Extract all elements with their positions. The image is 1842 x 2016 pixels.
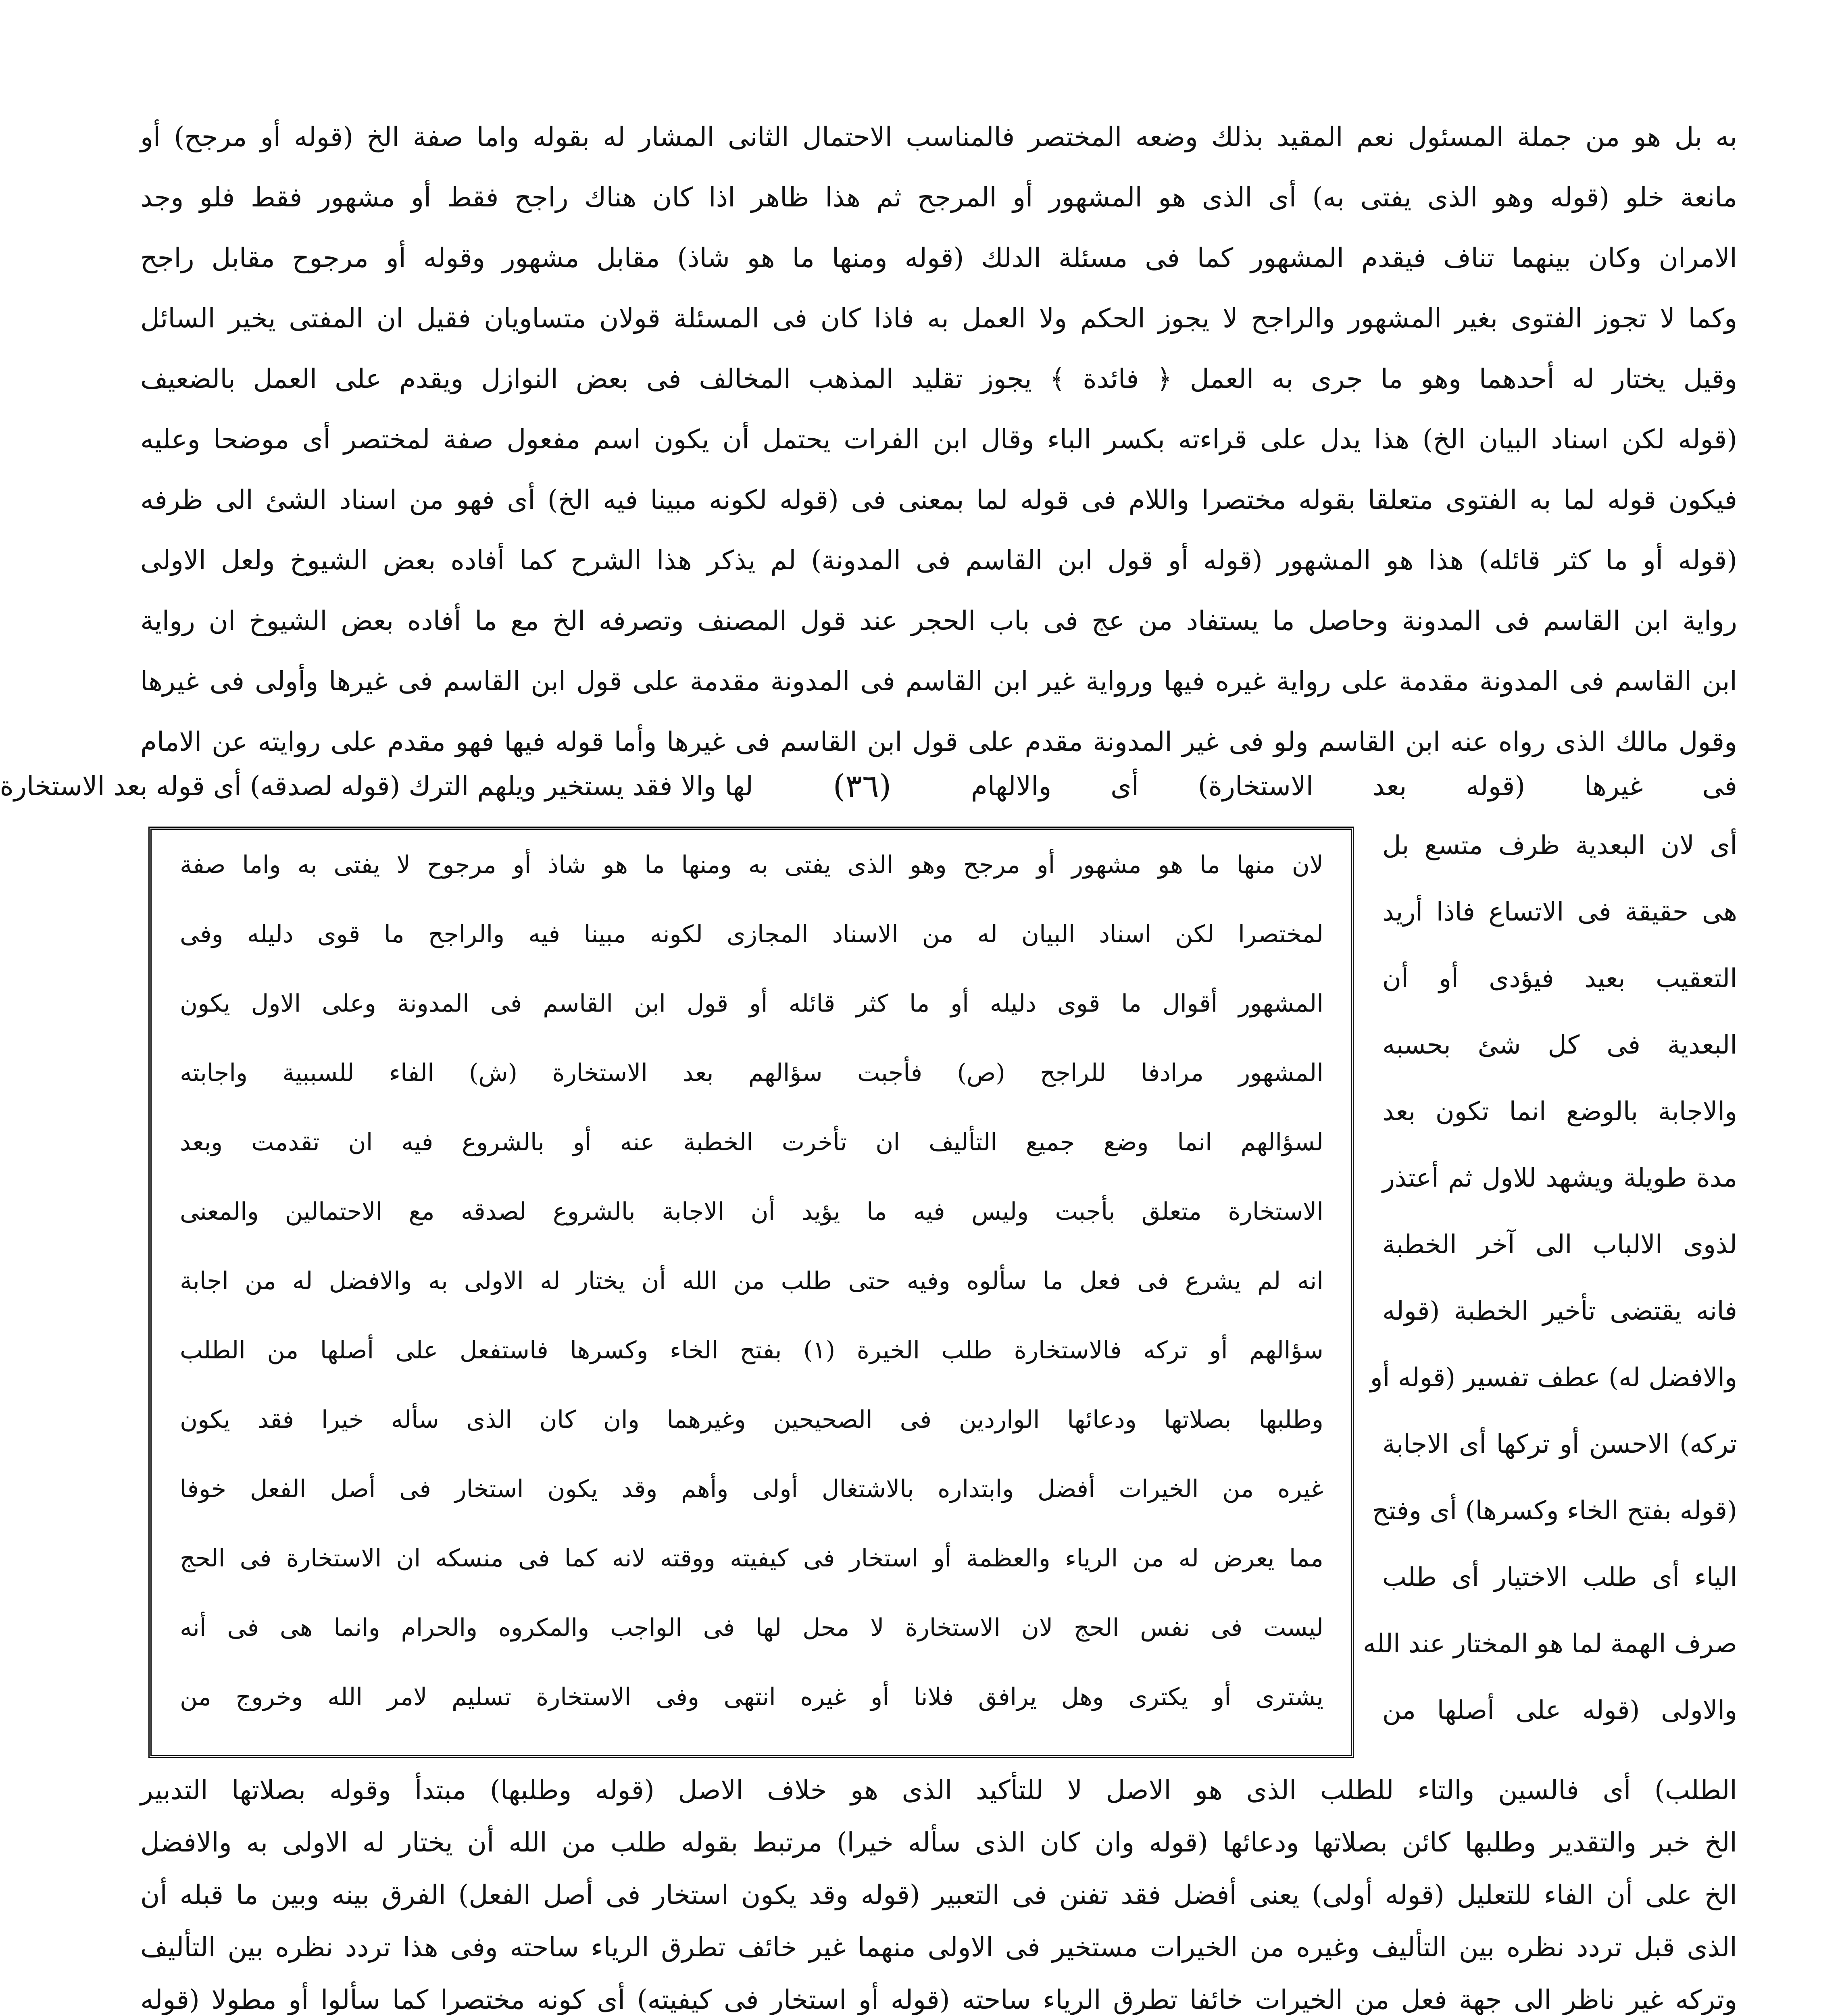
main-text-line: ليست فى نفس الحج لان الاستخارة لا محل لها فى الواجب والمكروه والحرام وانما هى فى أنه	[180, 1614, 1323, 1642]
main-text-line: غيره من الخيرات أفضل وابتداره بالاشتغال أولى وأهم وقد يكون استخار فى أصل الفعل خوفا	[180, 1475, 1323, 1503]
main-text-line: لسؤالهم انما وضع جميع التأليف ان تأخرت الخطبة عنه أو بالشروع فيه ان تقدمت وبعد	[180, 1128, 1323, 1156]
side-commentary-line: هى حقيقة فى الاتساع فاذا أريد	[1382, 897, 1737, 927]
side-commentary-line: والاجابة بالوضع انما تكون بعد	[1382, 1097, 1737, 1127]
commentary-line: (قوله أو ما كثر قائله) هذا هو المشهور (قوله أو قول ابن القاسم فى المدونة) لم يذكر هذا الشرح كما أفاده بعض الشيوخ ولعل الاولى	[140, 545, 1737, 576]
side-commentary-line: تركه) الاحسن أو تركها أى الاجابة	[1382, 1429, 1737, 1459]
commentary-line: وقول مالك الذى رواه عنه ابن القاسم ولو فى غير المدونة مقدم على قول ابن القاسم فى غيرها وأما قوله فيها فهو مقدم على روايته عن الامام	[140, 726, 1737, 757]
commentary-line: رواية ابن القاسم فى المدونة وحاصل ما يستفاد من عج فى باب الحجر عند قول المصنف وتصرفه الخ مع ما أفاده بعض الشيوخ ان رواية	[140, 605, 1737, 636]
main-text-line: انه لم يشرع فى فعل ما سألوه وفيه حتى طلب من الله أن يختار له الاولى به والافضل له من اجابة	[180, 1267, 1323, 1295]
side-commentary-line: البعدية فى كل شئ بحسبه	[1382, 1030, 1737, 1060]
commentary-line: وكما لا تجوز الفتوى بغير المشهور والراجح لا يجوز الحكم ولا العمل به فاذا كان فى المسئلة قولان متساويان فقيل ان المفتى يخير السائل	[140, 303, 1737, 334]
commentary-line: الطلب) أى فالسين والتاء للطلب الذى هو الاصل لا للتأكيد الذى هو خلاف الاصل (قوله وطلبها) مبتدأ وقوله بصلاتها التدبير	[140, 1774, 1737, 1806]
commentary-line: الخ على أن الفاء للتعليل (قوله أولى) يعنى أفضل فقد تفنن فى التعبير (قوله وقد يكون استخار فى أصل الفعل) الفرق بينه وبين ما قبله أن	[140, 1879, 1737, 1910]
commentary-line: ابن القاسم فى المدونة مقدمة على رواية غيره فيها ورواية غير ابن القاسم فى المدونة مقدمة على قول ابن القاسم فى غيرها وأولى فى غيرها	[140, 666, 1737, 697]
main-text-line: المشهور أقوال ما قوى دليله أو ما كثر قائله أو قول ابن القاسم فى المدونة وعلى الاول يكون	[180, 989, 1323, 1018]
side-commentary-line: لذوى الالباب الى آخر الخطبة	[1382, 1230, 1737, 1260]
commentary-line: مانعة خلو (قوله وهو الذى يفتى به) أى الذى هو المشهور أو المرجح ثم هذا ظاهر اذا كان هناك راجح فقط أو مشهور فقط فلو وجد	[140, 182, 1737, 213]
side-commentary-line: والاولى (قوله على أصلها من	[1382, 1695, 1737, 1725]
side-commentary-line: صرف الهمة لما هو المختار عند الله	[1363, 1629, 1737, 1659]
commentary-line: الخ خبر والتقدير وطلبها كائن بصلاتها ودعائها (قوله وان كان الذى سأله خيرا) مرتبط بقوله طلب من الله أن يختار له الاولى به والافضل	[140, 1827, 1737, 1858]
commentary-line: (قوله لكن اسناد البيان الخ) هذا يدل على قراءته بكسر الباء وقال ابن الفرات يحتمل أن يكون اسم مفعول صفة لمختصر أى موضحا وعليه	[140, 424, 1737, 455]
commentary-line: وقيل يختار له أحدهما وهو ما جرى به العمل ﴿ فائدة ﴾ يجوز تقليد المذهب المخالف فى بعض النوازل ويقدم على العمل بالضعيف	[140, 363, 1737, 394]
main-text-line: الاستخارة متعلق بأجبت وليس فيه ما يؤيد أن الاجابة بالشروع لصدقه مع الاحتمالين والمعنى	[180, 1198, 1323, 1226]
commentary-line: الامران وكان بينهما تناف فيقدم المشهور كما فى مسئلة الدلك (قوله ومنها ما هو شاذ) مقابل مشهور وقوله أو مرجوح مقابل راجح	[140, 242, 1737, 273]
main-text-line: مما يعرض له من الرياء والعظمة أو استخار فى كيفيته ووقته لانه كما فى منسكه ان الاستخارة فى الحج	[180, 1544, 1323, 1572]
side-commentary-line: (قوله بفتح الخاء وكسرها) أى وفتح	[1372, 1496, 1737, 1526]
side-commentary-line: مدة طويلة ويشهد للاول ثم أعتذر	[1382, 1163, 1737, 1193]
main-text-line: المشهور مرادفا للراجح (ص) فأجبت سؤالهم بعد الاستخارة (ش) الفاء للسببية واجابته	[180, 1059, 1323, 1087]
side-commentary-line: الياء أى طلب الاختيار أى طلب	[1382, 1562, 1737, 1592]
side-commentary-line: والافضل له) عطف تفسير (قوله أو	[1370, 1363, 1737, 1393]
commentary-line: به بل هو من جملة المسئول نعم المقيد بذلك وضعه المختصر فالمناسب الاحتمال الثانى المشار له بقوله واما صفة الخ (قوله أو مرجح) أو	[140, 121, 1737, 152]
side-commentary-line: أى لان البعدية ظرف متسع بل	[1382, 831, 1737, 860]
main-text-line: لان منها ما هو مشهور أو مرجح وهو الذى يفتى به ومنها ما هو شاذ أو مرجوح لا يفتى به واما صفة	[180, 851, 1323, 879]
page-number: (٣٦)	[833, 768, 892, 804]
side-commentary-line: التعقيب بعيد فيؤدى أو أن	[1382, 964, 1737, 993]
commentary-line: لها والا فقد يستخير ويلهم الترك (قوله لصدقه) أى قوله بعد الاستخارة	[0, 771, 753, 802]
main-text-line: لمختصرا لكن اسناد البيان له من الاسناد المجازى لكونه مبينا فيه والراجح ما قوى دليله وفى	[180, 920, 1323, 948]
main-text-line: يشترى أو يكترى وهل يرافق فلانا أو غيره انتهى وفى الاستخارة تسليم لامر الله وخروج من	[180, 1683, 1323, 1711]
page-number-line	[0, 766, 1737, 806]
commentary-line: وتركه غير ناظر الى جهة فعل من الخيرات خائفا تطرق الرياء ساحته (قوله أو استخار فى كيفيته) أى كونه مختصرا كما سألوا أو مطولا (قوله	[140, 1984, 1737, 2015]
main-text-line: وطلبها بصلاتها ودعائها الواردين فى الصحيحين وغيرهما وان كان الذى سأله خيرا فقد يكون	[180, 1406, 1323, 1434]
main-text-line: سؤالهم أو تركه فالاستخارة طلب الخيرة (١) بفتح الخاء وكسرها فاستفعل على أصلها من الطلب	[180, 1336, 1323, 1364]
commentary-line: فيكون قوله لما به الفتوى متعلقا بقوله مختصرا واللام فى قوله لما بمعنى فى (قوله لكونه مبينا فيه الخ) أى فهو من اسناد الشئ الى ظرفه	[140, 484, 1737, 515]
commentary-line: فى غيرها (قوله بعد الاستخارة) أى والالهام	[971, 771, 1737, 802]
commentary-line: الذى قبل تردد نظره بين التأليف وغيره من الخيرات مستخير فى الاولى منهما غير خائف تطرق الرياء ساحته وفى هذا تردد نظره بين التأليف	[140, 1932, 1737, 1963]
main-text-box	[148, 827, 1354, 1758]
side-commentary-line: فانه يقتضى تأخير الخطبة (قوله	[1382, 1296, 1737, 1326]
